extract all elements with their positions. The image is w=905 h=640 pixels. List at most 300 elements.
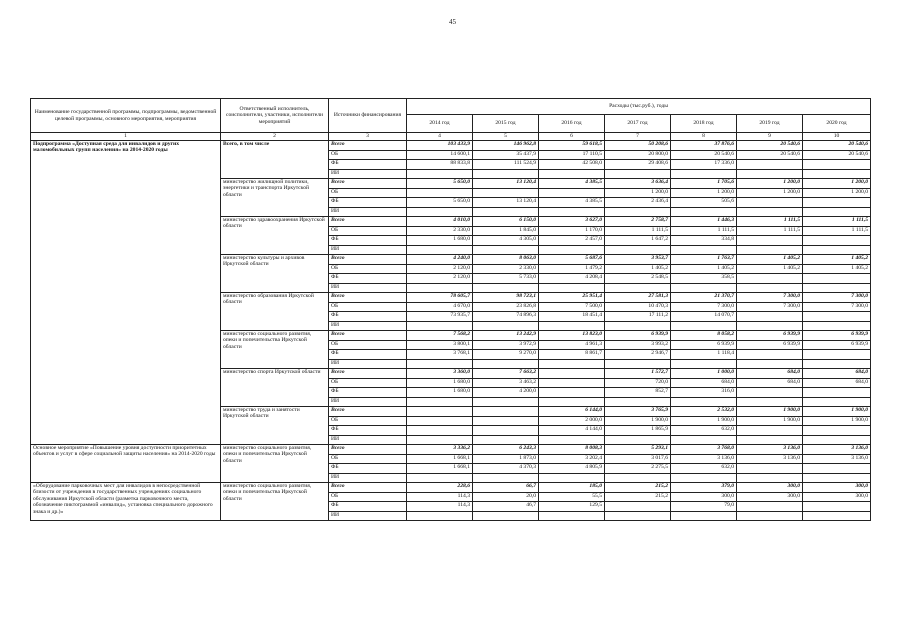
amount-cell [737, 359, 803, 369]
amount-cell [737, 321, 803, 331]
amount-cell [473, 511, 539, 521]
amount-cell [803, 245, 871, 255]
amount-cell: 1 111,5 [605, 226, 671, 236]
amount-cell: 2 330,0 [473, 264, 539, 274]
amount-cell [803, 435, 871, 445]
funding-source-cell: ФБ [329, 274, 407, 284]
amount-cell: 1 680,0 [407, 236, 473, 246]
amount-cell: 46,7 [473, 502, 539, 512]
amount-cell: 1 200,0 [737, 188, 803, 198]
amount-cell [605, 473, 671, 483]
amount-cell: 300,0 [737, 483, 803, 493]
amount-cell [407, 169, 473, 179]
amount-cell: 3 765,9 [605, 407, 671, 417]
header-expenses: Расходы (тыс.руб.), годы [407, 99, 871, 115]
amount-cell: 300,0 [671, 492, 737, 502]
amount-cell: 4 385,5 [539, 198, 605, 208]
amount-cell: 8 008,3 [539, 445, 605, 455]
amount-cell: 3 136,0 [803, 445, 871, 455]
amount-cell: 1 405,2 [671, 264, 737, 274]
amount-cell: 7 300,0 [671, 302, 737, 312]
amount-cell [473, 407, 539, 417]
amount-cell [737, 435, 803, 445]
amount-cell: 2 548,5 [605, 274, 671, 284]
amount-cell [407, 407, 473, 417]
amount-cell: 4 208,4 [539, 274, 605, 284]
amount-cell: 13 823,0 [539, 331, 605, 341]
amount-cell [539, 388, 605, 398]
amount-cell: 50 208,6 [605, 141, 671, 151]
amount-cell: 5 687,6 [539, 255, 605, 265]
amount-cell: 2 758,7 [605, 217, 671, 227]
header-year: 2020 год [803, 115, 871, 133]
amount-cell: 3 463,2 [473, 378, 539, 388]
amount-cell: 7 500,0 [539, 302, 605, 312]
amount-cell: 21 370,7 [671, 293, 737, 303]
funding-source-cell: Всего [329, 141, 407, 151]
amount-cell: 8 058,2 [671, 331, 737, 341]
amount-cell [407, 245, 473, 255]
amount-cell [737, 169, 803, 179]
amount-cell: 8 861,7 [539, 350, 605, 360]
amount-cell: 720,0 [605, 378, 671, 388]
amount-cell [605, 511, 671, 521]
funding-source-cell: Всего [329, 217, 407, 227]
amount-cell [737, 283, 803, 293]
funding-source-cell: ФБ [329, 388, 407, 398]
amount-cell: 5 293,1 [605, 445, 671, 455]
amount-cell [407, 283, 473, 293]
amount-cell [803, 169, 871, 179]
amount-cell: 35 437,9 [473, 150, 539, 160]
amount-cell [737, 236, 803, 246]
amount-cell [539, 378, 605, 388]
amount-cell: 1 900,0 [605, 416, 671, 426]
amount-cell: 20,0 [473, 492, 539, 502]
amount-cell: 59 618,5 [539, 141, 605, 151]
amount-cell [671, 359, 737, 369]
funding-source-cell: ОБ [329, 302, 407, 312]
amount-cell: 3 202,4 [539, 454, 605, 464]
amount-cell: 7 300,0 [803, 302, 871, 312]
funding-source-cell: ИИ [329, 435, 407, 445]
amount-cell: 7 300,0 [803, 293, 871, 303]
amount-cell [605, 321, 671, 331]
amount-cell [407, 207, 473, 217]
amount-cell: 27 581,3 [605, 293, 671, 303]
funding-source-cell: ИИ [329, 397, 407, 407]
amount-cell [803, 388, 871, 398]
amount-cell: 684,0 [737, 369, 803, 379]
amount-cell: 4 240,0 [407, 255, 473, 265]
executor-cell: министерство культуры и архивов Иркутской области [221, 255, 329, 293]
amount-cell: 1 200,0 [671, 188, 737, 198]
amount-cell: 505,6 [671, 198, 737, 208]
amount-cell: 1 200,0 [737, 179, 803, 189]
column-index: 10 [803, 133, 871, 141]
column-index: 1 [31, 133, 221, 141]
amount-cell [539, 283, 605, 293]
program-name-cell: Подпрограмма «Доступная среда для инвалидов и других маломобильных групп населения» на 2014-2020 годы [31, 141, 221, 445]
amount-cell [605, 169, 671, 179]
amount-cell [539, 169, 605, 179]
amount-cell: 4 144,0 [539, 426, 605, 436]
amount-cell [605, 207, 671, 217]
funding-source-cell: Всего [329, 369, 407, 379]
table-row [31, 141, 871, 151]
amount-cell: 1 572,7 [605, 369, 671, 379]
amount-cell: 4 200,0 [473, 388, 539, 398]
header-program-name: Наименование государственной программы, подпрограммы, ведомственной целевой программы, основного мероприятия, мероприятия [31, 99, 221, 133]
amount-cell: 1 000,0 [671, 369, 737, 379]
funding-source-cell: ФБ [329, 236, 407, 246]
amount-cell: 1 111,5 [737, 217, 803, 227]
amount-cell [737, 473, 803, 483]
amount-cell: 4 805,9 [539, 464, 605, 474]
amount-cell: 2 946,7 [605, 350, 671, 360]
executor-cell: министерство социального развития, опеки и попечительства Иркутской области [221, 483, 329, 521]
amount-cell: 20 540,6 [737, 141, 803, 151]
amount-cell [803, 207, 871, 217]
amount-cell [803, 426, 871, 436]
amount-cell: 1 405,2 [737, 255, 803, 265]
funding-source-cell: ФБ [329, 464, 407, 474]
funding-source-cell: ФБ [329, 198, 407, 208]
amount-cell [737, 274, 803, 284]
funding-source-cell: ОБ [329, 264, 407, 274]
amount-cell: 20 540,6 [737, 150, 803, 160]
amount-cell [671, 397, 737, 407]
amount-cell [737, 426, 803, 436]
amount-cell: 5 650,0 [407, 198, 473, 208]
amount-cell: 1 900,0 [671, 416, 737, 426]
amount-cell: 3 336,2 [407, 445, 473, 455]
funding-source-cell: Всего [329, 445, 407, 455]
amount-cell: 4 385,5 [539, 179, 605, 189]
table-row [31, 483, 871, 493]
amount-cell [407, 321, 473, 331]
amount-cell: 1 680,0 [407, 388, 473, 398]
amount-cell: 37 876,6 [671, 141, 737, 151]
amount-cell: 1 111,5 [803, 217, 871, 227]
amount-cell: 6 939,9 [803, 340, 871, 350]
amount-cell: 17 111,2 [605, 312, 671, 322]
amount-cell: 66,7 [473, 483, 539, 493]
amount-cell [407, 188, 473, 198]
amount-cell: 1 118,4 [671, 350, 737, 360]
amount-cell [407, 473, 473, 483]
amount-cell [605, 245, 671, 255]
amount-cell: 2 330,0 [407, 226, 473, 236]
amount-cell: 13 242,9 [473, 331, 539, 341]
amount-cell: 25 951,4 [539, 293, 605, 303]
amount-cell [671, 245, 737, 255]
amount-cell: 114,3 [407, 492, 473, 502]
amount-cell [539, 369, 605, 379]
amount-cell: 6 243,3 [473, 445, 539, 455]
amount-cell [473, 473, 539, 483]
amount-cell [473, 283, 539, 293]
amount-cell: 1 900,0 [737, 416, 803, 426]
amount-cell: 7 300,0 [737, 302, 803, 312]
amount-cell: 185,0 [539, 483, 605, 493]
amount-cell: 3 972,9 [473, 340, 539, 350]
amount-cell: 632,0 [671, 464, 737, 474]
amount-cell: 73 935,7 [407, 312, 473, 322]
amount-cell: 74 896,3 [473, 312, 539, 322]
amount-cell [803, 397, 871, 407]
header-year: 2018 год [671, 115, 737, 133]
amount-cell [803, 350, 871, 360]
amount-cell: 1 479,2 [539, 264, 605, 274]
executor-cell: министерство социального развития, опеки и попечительства Иркутской области [221, 445, 329, 483]
amount-cell [803, 359, 871, 369]
amount-cell [473, 426, 539, 436]
amount-cell: 684,0 [803, 369, 871, 379]
amount-cell [737, 350, 803, 360]
header-year: 2015 год [473, 115, 539, 133]
funding-source-cell: ИИ [329, 245, 407, 255]
header-year: 2017 год [605, 115, 671, 133]
amount-cell [407, 359, 473, 369]
amount-cell: 1 200,0 [605, 188, 671, 198]
amount-cell: 17 336,0 [671, 160, 737, 170]
amount-cell: 300,0 [803, 483, 871, 493]
amount-cell: 852,7 [605, 388, 671, 398]
amount-cell: 684,0 [737, 378, 803, 388]
amount-cell: 1 405,2 [803, 264, 871, 274]
column-index: 9 [737, 133, 803, 141]
amount-cell [473, 416, 539, 426]
amount-cell [803, 236, 871, 246]
amount-cell: 29 408,6 [605, 160, 671, 170]
amount-cell: 1 446,3 [671, 217, 737, 227]
amount-cell: 78 605,7 [407, 293, 473, 303]
amount-cell: 632,0 [671, 426, 737, 436]
funding-source-cell: ИИ [329, 321, 407, 331]
header-year: 2019 год [737, 115, 803, 133]
amount-cell: 4 670,0 [407, 302, 473, 312]
amount-cell: 129,5 [539, 502, 605, 512]
amount-cell: 3 953,7 [605, 255, 671, 265]
column-index: 4 [407, 133, 473, 141]
amount-cell: 1 900,0 [803, 416, 871, 426]
amount-cell [737, 464, 803, 474]
amount-cell: 20 800,0 [605, 150, 671, 160]
amount-cell: 5 650,0 [407, 179, 473, 189]
header-year: 2014 год [407, 115, 473, 133]
amount-cell: 2 532,0 [671, 407, 737, 417]
amount-cell [737, 198, 803, 208]
executor-cell: министерство здравоохранения Иркутской области [221, 217, 329, 255]
funding-source-cell: ОБ [329, 226, 407, 236]
funding-source-cell: ИИ [329, 473, 407, 483]
amount-cell: 684,0 [803, 378, 871, 388]
amount-cell: 1 865,9 [605, 426, 671, 436]
amount-cell: 3 017,6 [605, 454, 671, 464]
funding-source-cell: Всего [329, 483, 407, 493]
amount-cell: 1 900,0 [737, 407, 803, 417]
amount-cell [605, 283, 671, 293]
executor-cell: Всего, в том числе [221, 141, 329, 179]
amount-cell: 4 961,3 [539, 340, 605, 350]
amount-cell: 4 305,0 [473, 236, 539, 246]
amount-cell [803, 274, 871, 284]
amount-cell: 1 170,0 [539, 226, 605, 236]
funding-source-cell: Всего [329, 255, 407, 265]
amount-cell: 3 360,0 [407, 369, 473, 379]
amount-cell [407, 511, 473, 521]
amount-cell: 215,2 [605, 492, 671, 502]
amount-cell: 334,8 [671, 236, 737, 246]
amount-cell: 3 768,0 [671, 445, 737, 455]
amount-cell [803, 312, 871, 322]
amount-cell [539, 207, 605, 217]
amount-cell: 358,5 [671, 274, 737, 284]
amount-cell [803, 283, 871, 293]
amount-cell: 1 111,5 [737, 226, 803, 236]
amount-cell: 215,2 [605, 483, 671, 493]
amount-cell [803, 473, 871, 483]
amount-cell [803, 502, 871, 512]
amount-cell [737, 388, 803, 398]
amount-cell [737, 312, 803, 322]
funding-source-cell: ОБ [329, 378, 407, 388]
amount-cell: 1 705,6 [671, 179, 737, 189]
funding-source-cell: Всего [329, 331, 407, 341]
amount-cell: 1 668,1 [407, 464, 473, 474]
amount-cell [737, 502, 803, 512]
amount-cell: 3 136,0 [803, 454, 871, 464]
amount-cell: 3 800,1 [407, 340, 473, 350]
funding-source-cell: ФБ [329, 312, 407, 322]
amount-cell: 379,0 [671, 483, 737, 493]
amount-cell: 2 000,0 [539, 416, 605, 426]
amount-cell [473, 321, 539, 331]
amount-cell [605, 502, 671, 512]
amount-cell [473, 359, 539, 369]
column-index: 7 [605, 133, 671, 141]
amount-cell: 6 939,9 [737, 331, 803, 341]
amount-cell [473, 207, 539, 217]
amount-cell: 98 723,1 [473, 293, 539, 303]
amount-cell: 6 144,0 [539, 407, 605, 417]
funding-source-cell: Всего [329, 179, 407, 189]
header-executor: Ответственный исполнитель, соисполнители, участники, исполнители мероприятий [221, 99, 329, 133]
amount-cell: 6 150,0 [473, 217, 539, 227]
amount-cell: 1 405,2 [803, 255, 871, 265]
amount-cell [803, 160, 871, 170]
amount-cell [407, 397, 473, 407]
amount-cell [737, 207, 803, 217]
executor-cell: министерство образования Иркутской области [221, 293, 329, 331]
amount-cell: 9 270,0 [473, 350, 539, 360]
amount-cell: 3 636,4 [605, 179, 671, 189]
executor-cell: министерство жилищной политики, энергетики и транспорта Иркутской области [221, 179, 329, 217]
header-funding-source: Источники финансирования [329, 99, 407, 133]
column-index: 6 [539, 133, 605, 141]
amount-cell: 1 647,2 [605, 236, 671, 246]
amount-cell: 3 136,0 [737, 454, 803, 464]
amount-cell [539, 511, 605, 521]
amount-cell [473, 169, 539, 179]
amount-cell [671, 321, 737, 331]
amount-cell: 5 733,0 [473, 274, 539, 284]
amount-cell: 2 275,5 [605, 464, 671, 474]
amount-cell [803, 321, 871, 331]
amount-cell [737, 160, 803, 170]
funding-source-cell: ИИ [329, 207, 407, 217]
column-index: 5 [473, 133, 539, 141]
amount-cell: 23 826,8 [473, 302, 539, 312]
amount-cell [407, 435, 473, 445]
amount-cell [473, 435, 539, 445]
amount-cell: 1 845,0 [473, 226, 539, 236]
amount-cell: 300,0 [737, 492, 803, 502]
amount-cell: 1 668,1 [407, 454, 473, 464]
amount-cell: 3 627,0 [539, 217, 605, 227]
amount-cell [671, 511, 737, 521]
amount-cell: 3 136,0 [671, 454, 737, 464]
amount-cell [671, 473, 737, 483]
amount-cell: 114,3 [407, 502, 473, 512]
amount-cell: 2 457,0 [539, 236, 605, 246]
funding-source-cell: ОБ [329, 340, 407, 350]
amount-cell [473, 397, 539, 407]
header-year: 2016 год [539, 115, 605, 133]
amount-cell [737, 511, 803, 521]
amount-cell [473, 188, 539, 198]
funding-source-cell: Всего [329, 293, 407, 303]
amount-cell: 88 833,8 [407, 160, 473, 170]
funding-source-cell: ФБ [329, 350, 407, 360]
program-name-cell: Основное мероприятие «Повышение уровня доступности приоритетных объектов и услуг в сфере социальной защиты населения» на 2014-2020 годы [31, 445, 221, 483]
amount-cell [539, 321, 605, 331]
amount-cell: 111 524,9 [473, 160, 539, 170]
amount-cell [671, 283, 737, 293]
amount-cell: 42 508,0 [539, 160, 605, 170]
amount-cell [473, 245, 539, 255]
amount-cell: 228,6 [407, 483, 473, 493]
amount-cell: 20 540,6 [803, 150, 871, 160]
amount-cell: 20 540,6 [671, 150, 737, 160]
funding-source-cell: ОБ [329, 492, 407, 502]
amount-cell: 3 136,0 [737, 445, 803, 455]
amount-cell: 1 405,2 [737, 264, 803, 274]
amount-cell: 18 451,4 [539, 312, 605, 322]
amount-cell: 14 600,1 [407, 150, 473, 160]
column-index: 2 [221, 133, 329, 141]
amount-cell: 2 120,0 [407, 264, 473, 274]
amount-cell: 20 540,6 [803, 141, 871, 151]
amount-cell: 1 680,0 [407, 378, 473, 388]
amount-cell: 8 063,0 [473, 255, 539, 265]
amount-cell: 13 120,4 [473, 198, 539, 208]
amount-cell: 55,5 [539, 492, 605, 502]
funding-source-cell: ИИ [329, 169, 407, 179]
column-index: 3 [329, 133, 407, 141]
amount-cell: 13 120,4 [473, 179, 539, 189]
amount-cell [539, 245, 605, 255]
amount-cell: 1 111,5 [671, 226, 737, 236]
funding-source-cell: ОБ [329, 416, 407, 426]
amount-cell: 6 939,9 [605, 331, 671, 341]
table-row [31, 445, 871, 455]
amount-cell: 4 370,3 [473, 464, 539, 474]
executor-cell: министерство социального развития, опеки и попечительства Иркутской области [221, 331, 329, 369]
amount-cell: 7 568,2 [407, 331, 473, 341]
amount-cell [737, 397, 803, 407]
